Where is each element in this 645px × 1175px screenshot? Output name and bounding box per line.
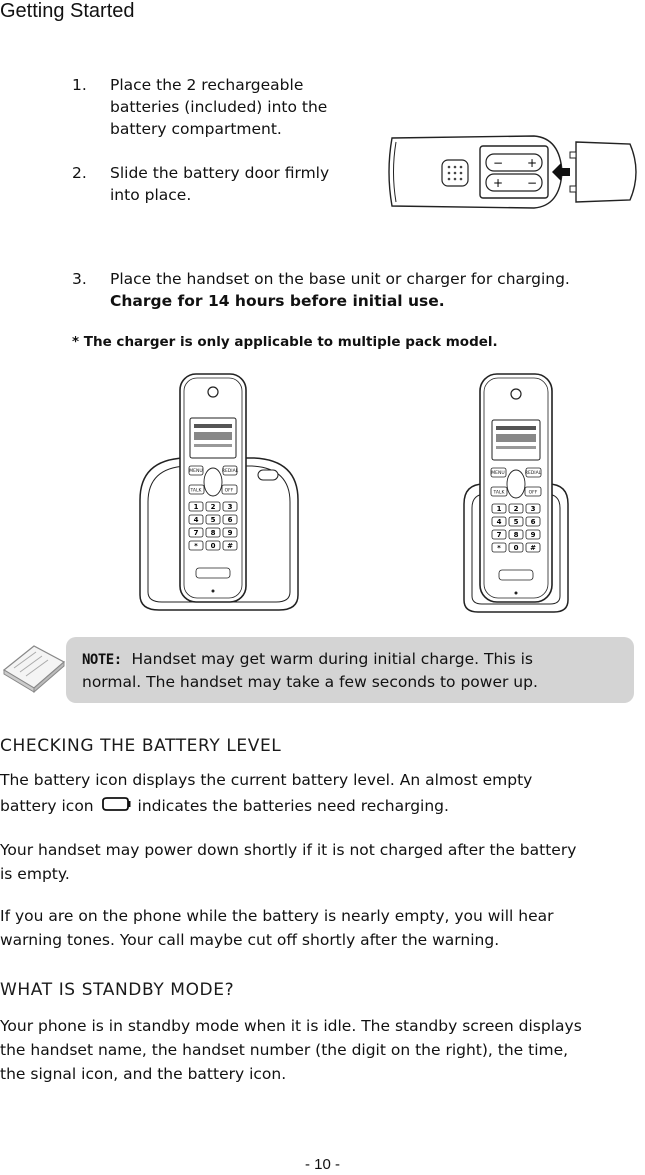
paragraph-text: battery icon — [0, 797, 94, 815]
keypad-key-label: 9 — [530, 531, 536, 539]
paragraph-line: Your handset may power down shortly if it is not charged after the battery — [0, 841, 577, 859]
note-paper-icon — [0, 640, 68, 694]
keypad-key-label: 6 — [227, 516, 233, 524]
keypad-key-label: 2 — [513, 505, 519, 513]
keypad-key-label: 4 — [496, 518, 502, 526]
paragraph-line — [0, 794, 630, 818]
paragraph-line: the signal icon, and the battery icon. — [0, 1065, 287, 1083]
key-label: MENU — [189, 469, 203, 474]
keypad-key-label: * — [497, 544, 501, 552]
keypad-key-label: 4 — [193, 516, 199, 524]
step-number: 3. — [72, 270, 87, 288]
svg-text:−: − — [493, 156, 504, 170]
step-text-line: Place the 2 rechargeable — [110, 76, 304, 94]
note-line-1: Handset may get warm during initial charge. This is — [121, 650, 533, 668]
key-label: REDIAL — [221, 469, 239, 474]
keypad-key-label: 0 — [513, 544, 519, 552]
step-text-line: Slide the battery door firmly — [110, 164, 330, 182]
keypad-key-label: 1 — [193, 503, 199, 511]
key-label: REDIAL — [524, 471, 542, 476]
key-label: MENU — [491, 471, 505, 476]
note-text — [82, 648, 627, 693]
step-text-line: into place. — [110, 186, 192, 204]
keypad-key-label: 8 — [513, 531, 519, 539]
step-text-line: batteries (included) into the — [110, 98, 328, 116]
section-heading-battery: CHECKING THE BATTERY LEVEL — [0, 736, 282, 756]
step-number: 1. — [72, 76, 87, 94]
charger-footnote: * The charger is only applicable to multiple pack model. — [72, 334, 498, 350]
step-text-line: Place the handset on the base unit or charger for charging. — [110, 270, 570, 288]
paragraph-line: is empty. — [0, 865, 70, 883]
keypad-key-label: 1 — [496, 505, 502, 513]
keypad-key-label: 0 — [210, 542, 216, 550]
handset — [180, 374, 246, 602]
key-label: TALK — [493, 490, 505, 496]
svg-text:−: − — [527, 176, 538, 190]
key-label: OFF — [528, 490, 538, 496]
key-label: TALK — [190, 488, 202, 494]
step-emphasis: Charge for 14 hours before initial use. — [110, 292, 445, 310]
svg-text:+: + — [527, 156, 538, 170]
keypad-key-label: 7 — [193, 529, 199, 537]
paragraph-line: warning tones. Your call maybe cut off shortly after the warning. — [0, 931, 500, 949]
keypad-key-label: 6 — [530, 518, 536, 526]
step-text-line: battery compartment. — [110, 120, 282, 138]
keypad-key-label: * — [194, 542, 198, 550]
keypad-key-label: # — [530, 544, 536, 552]
key-label: OFF — [224, 488, 234, 494]
step-3 — [72, 268, 632, 316]
battery-paragraph-3 — [0, 904, 630, 952]
page-number: - 10 - — [304, 1156, 340, 1173]
note-label: NOTE: — [82, 652, 122, 668]
battery-paragraph-2 — [0, 838, 630, 886]
step-number: 2. — [72, 164, 87, 182]
standby-paragraph — [0, 1014, 630, 1086]
paragraph-line: Your phone is in standby mode when it is idle. The standby screen displays — [0, 1017, 582, 1035]
note-line — [82, 648, 627, 671]
handset-on-base-illustration — [134, 370, 304, 615]
empty-battery-icon — [101, 796, 131, 812]
battery-paragraph-1 — [0, 768, 630, 818]
page-header: Getting Started — [0, 0, 135, 22]
step-1 — [72, 74, 372, 144]
keypad-key-label: 2 — [210, 503, 216, 511]
paragraph-text: indicates the batteries need recharging. — [137, 797, 449, 815]
handset-on-charger-illustration — [460, 372, 572, 617]
paragraph-line: The battery icon displays the current battery level. An almost empty — [0, 771, 533, 789]
paragraph-line: the handset name, the handset number (the digit on the right), the time, — [0, 1041, 569, 1059]
paragraph-line: If you are on the phone while the battery is nearly empty, you will hear — [0, 907, 554, 925]
keypad-key-label: 3 — [227, 503, 233, 511]
handset — [480, 374, 552, 602]
keypad-key-label: 7 — [496, 531, 502, 539]
step-2 — [72, 162, 372, 210]
keypad-key-label: 8 — [210, 529, 216, 537]
battery-compartment-illustration — [384, 132, 645, 212]
keypad-key-label: 5 — [210, 516, 216, 524]
keypad-key-label: 5 — [513, 518, 519, 526]
svg-text:+: + — [493, 176, 504, 190]
section-heading-standby: WHAT IS STANDBY MODE? — [0, 980, 235, 1000]
keypad-key-label: 3 — [530, 505, 536, 513]
keypad-key-label: 9 — [227, 529, 233, 537]
keypad-key-label: # — [227, 542, 233, 550]
note-line-2: normal. The handset may take a few seconds to power up. — [82, 673, 538, 691]
